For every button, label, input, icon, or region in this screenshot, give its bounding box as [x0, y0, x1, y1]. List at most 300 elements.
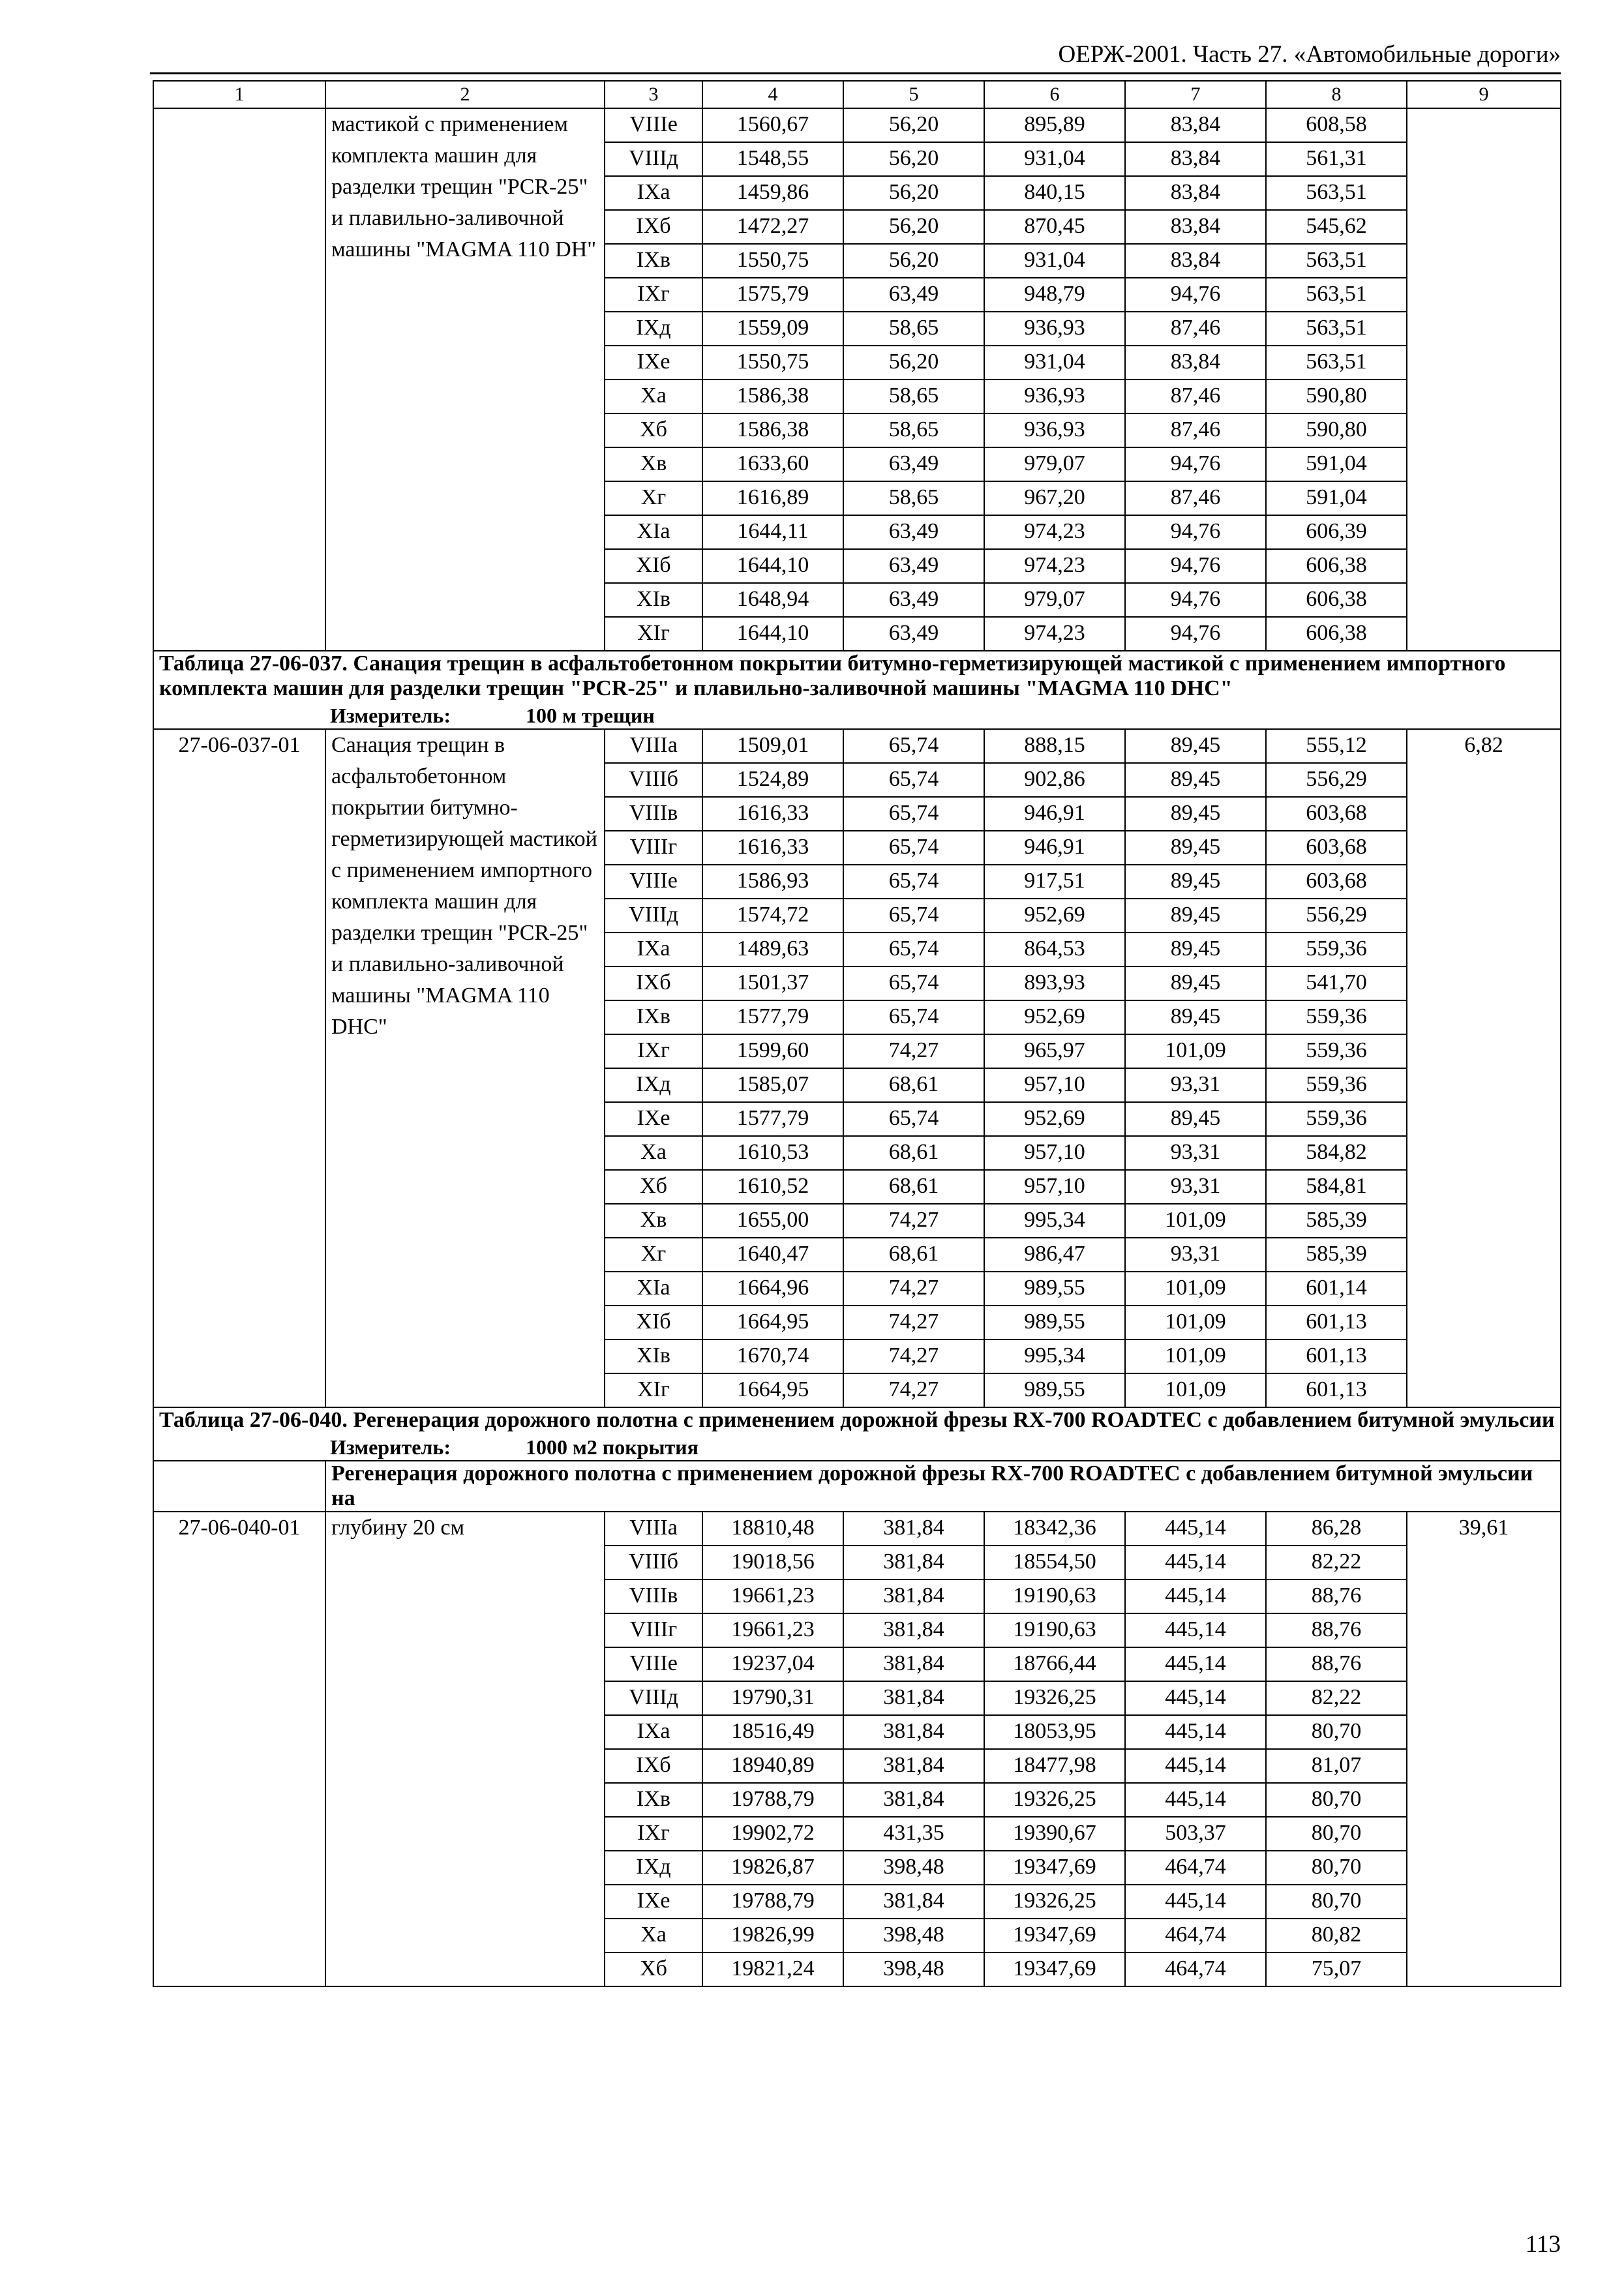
zone-cell: IXб: [605, 1749, 702, 1783]
zone-cell: XIб: [605, 1306, 702, 1339]
measure-label: Измеритель:: [330, 1435, 451, 1459]
materials-cell: 561,31: [1266, 142, 1407, 176]
rate-code-cell: 27-06-040-01: [153, 1512, 325, 1986]
total-cost-cell: 1610,53: [702, 1136, 843, 1170]
total-cost-cell: 1664,96: [702, 1272, 843, 1306]
wages-cell: 381,84: [843, 1512, 984, 1546]
measure-value: 1000 м2 покрытия: [526, 1435, 699, 1459]
machines-cell: 948,79: [984, 278, 1125, 312]
wages-cell: 63,49: [843, 549, 984, 583]
zone-cell: IXб: [605, 210, 702, 244]
materials-cell: 559,36: [1266, 1068, 1407, 1102]
machines-cell: 989,55: [984, 1373, 1125, 1407]
wages-cell: 56,20: [843, 210, 984, 244]
machinist-wages-cell: 445,14: [1125, 1783, 1266, 1817]
machinist-wages-cell: 87,46: [1125, 312, 1266, 346]
total-cost-cell: 1616,89: [702, 481, 843, 515]
wages-cell: 56,20: [843, 142, 984, 176]
measure-value: 100 м трещин: [526, 704, 655, 727]
machinist-wages-cell: 464,74: [1125, 1851, 1266, 1885]
total-cost-cell: 1524,89: [702, 763, 843, 797]
zone-cell: Xг: [605, 1238, 702, 1272]
subheading-row: [153, 1461, 1561, 1512]
wages-cell: 398,48: [843, 1851, 984, 1885]
machinist-wages-cell: 89,45: [1125, 899, 1266, 933]
wages-cell: 381,84: [843, 1613, 984, 1647]
table-title-text: Таблица 27-06-037. Санация трещин в асфальтобетонном покрытии битумно-герметизирующей мастикой с применением импортного комплекта машин для разделки трещин "PCR-25" и плавильно-заливочной машины "MAGMA 110 DHC": [159, 651, 1506, 700]
wages-cell: 65,74: [843, 1102, 984, 1136]
zone-cell: XIг: [605, 1373, 702, 1407]
machinist-wages-cell: 83,84: [1125, 176, 1266, 210]
wages-cell: 68,61: [843, 1170, 984, 1204]
machinist-wages-cell: 445,14: [1125, 1579, 1266, 1613]
machinist-wages-cell: 94,76: [1125, 583, 1266, 617]
total-cost-cell: 18940,89: [702, 1749, 843, 1783]
materials-cell: 601,13: [1266, 1339, 1407, 1373]
machines-cell: 957,10: [984, 1068, 1125, 1102]
total-cost-cell: 1577,79: [702, 1102, 843, 1136]
materials-cell: 80,70: [1266, 1783, 1407, 1817]
machines-cell: 995,34: [984, 1339, 1125, 1373]
machinist-wages-cell: 89,45: [1125, 1102, 1266, 1136]
zone-cell: VIIIг: [605, 831, 702, 865]
machinist-wages-cell: 89,45: [1125, 966, 1266, 1000]
wages-cell: 398,48: [843, 1952, 984, 1986]
total-cost-cell: 1644,10: [702, 617, 843, 651]
total-cost-cell: 19237,04: [702, 1647, 843, 1681]
table-title-row: [153, 1407, 1561, 1461]
wages-cell: 65,74: [843, 763, 984, 797]
materials-cell: 88,76: [1266, 1647, 1407, 1681]
materials-cell: 86,28: [1266, 1512, 1407, 1546]
machinist-wages-cell: 89,45: [1125, 1000, 1266, 1034]
zone-cell: VIIIа: [605, 729, 702, 763]
machines-cell: 946,91: [984, 797, 1125, 831]
total-cost-cell: 1586,38: [702, 380, 843, 413]
column-number: 8: [1266, 81, 1407, 108]
machines-cell: 917,51: [984, 865, 1125, 899]
materials-cell: 559,36: [1266, 1000, 1407, 1034]
zone-cell: Xа: [605, 380, 702, 413]
column-number: 3: [605, 81, 702, 108]
materials-cell: 601,13: [1266, 1373, 1407, 1407]
total-cost-cell: 1616,33: [702, 797, 843, 831]
total-cost-cell: 1559,09: [702, 312, 843, 346]
materials-cell: 563,51: [1266, 244, 1407, 278]
machines-cell: 952,69: [984, 1102, 1125, 1136]
total-cost-cell: 1560,67: [702, 108, 843, 142]
wages-cell: 381,84: [843, 1783, 984, 1817]
machines-cell: 888,15: [984, 729, 1125, 763]
machines-cell: 989,55: [984, 1306, 1125, 1339]
materials-cell: 563,51: [1266, 278, 1407, 312]
materials-cell: 88,76: [1266, 1613, 1407, 1647]
total-cost-cell: 19826,99: [702, 1919, 843, 1952]
measure-line: [330, 702, 1555, 728]
machinist-wages-cell: 83,84: [1125, 346, 1266, 380]
zone-cell: IXв: [605, 1783, 702, 1817]
materials-cell: 601,13: [1266, 1306, 1407, 1339]
materials-cell: 82,22: [1266, 1681, 1407, 1715]
machines-cell: 952,69: [984, 899, 1125, 933]
wages-cell: 58,65: [843, 380, 984, 413]
machines-cell: 18766,44: [984, 1647, 1125, 1681]
total-cost-cell: 1585,07: [702, 1068, 843, 1102]
total-cost-cell: 1586,93: [702, 865, 843, 899]
wages-cell: 381,84: [843, 1885, 984, 1919]
wages-cell: 58,65: [843, 413, 984, 447]
total-cost-cell: 1509,01: [702, 729, 843, 763]
wages-cell: 56,20: [843, 108, 984, 142]
column-number: 6: [984, 81, 1125, 108]
total-cost-cell: 1644,11: [702, 515, 843, 549]
wages-cell: 65,74: [843, 966, 984, 1000]
machinist-wages-cell: 445,14: [1125, 1647, 1266, 1681]
materials-cell: 88,76: [1266, 1579, 1407, 1613]
wages-cell: 74,27: [843, 1272, 984, 1306]
machines-cell: 936,93: [984, 380, 1125, 413]
machines-cell: 946,91: [984, 831, 1125, 865]
labor-cost-cell: 6,82: [1407, 729, 1561, 1407]
machinist-wages-cell: 89,45: [1125, 797, 1266, 831]
total-cost-cell: 1640,47: [702, 1238, 843, 1272]
wages-cell: 56,20: [843, 176, 984, 210]
wages-cell: 65,74: [843, 899, 984, 933]
total-cost-cell: 1459,86: [702, 176, 843, 210]
total-cost-cell: 1644,10: [702, 549, 843, 583]
zone-cell: Xв: [605, 447, 702, 481]
zone-cell: VIIIд: [605, 1681, 702, 1715]
machinist-wages-cell: 101,09: [1125, 1204, 1266, 1238]
machines-cell: 931,04: [984, 142, 1125, 176]
materials-cell: 80,70: [1266, 1817, 1407, 1851]
wages-cell: 63,49: [843, 617, 984, 651]
machinist-wages-cell: 445,14: [1125, 1749, 1266, 1783]
total-cost-cell: 1599,60: [702, 1034, 843, 1068]
work-description: Санация трещин в асфальтобетонном покрытии битумно-герметизирующей мастикой с применением импортного комплекта машин для разделки трещин "PCR-25" и плавильно-заливочной машины "MAGMA 110 DHC": [325, 729, 605, 1407]
machinist-wages-cell: 87,46: [1125, 413, 1266, 447]
zone-cell: XIг: [605, 617, 702, 651]
total-cost-cell: 1670,74: [702, 1339, 843, 1373]
zone-cell: IXа: [605, 176, 702, 210]
materials-cell: 80,70: [1266, 1715, 1407, 1749]
total-cost-cell: 1616,33: [702, 831, 843, 865]
column-number: 7: [1125, 81, 1266, 108]
subheading-spacer: [153, 1461, 325, 1512]
machines-cell: 974,23: [984, 515, 1125, 549]
machines-cell: 957,10: [984, 1170, 1125, 1204]
wages-cell: 68,61: [843, 1068, 984, 1102]
machines-cell: 989,55: [984, 1272, 1125, 1306]
total-cost-cell: 19790,31: [702, 1681, 843, 1715]
wages-cell: 381,84: [843, 1749, 984, 1783]
subheading: Регенерация дорожного полотна с применением дорожной фрезы RX-700 ROADTEC с добавлением битумной эмульсии на: [325, 1461, 1561, 1512]
machinist-wages-cell: 445,14: [1125, 1715, 1266, 1749]
wages-cell: 58,65: [843, 481, 984, 515]
total-cost-cell: 18810,48: [702, 1512, 843, 1546]
total-cost-cell: 19788,79: [702, 1885, 843, 1919]
zone-cell: IXе: [605, 1885, 702, 1919]
machinist-wages-cell: 101,09: [1125, 1272, 1266, 1306]
machinist-wages-cell: 464,74: [1125, 1952, 1266, 1986]
machines-cell: 931,04: [984, 244, 1125, 278]
materials-cell: 559,36: [1266, 933, 1407, 966]
column-number: 1: [153, 81, 325, 108]
zone-cell: IXе: [605, 346, 702, 380]
zone-cell: Xв: [605, 1204, 702, 1238]
materials-cell: 80,70: [1266, 1851, 1407, 1885]
zone-cell: VIIIд: [605, 142, 702, 176]
wages-cell: 68,61: [843, 1136, 984, 1170]
zone-cell: VIIIв: [605, 1579, 702, 1613]
machines-cell: 895,89: [984, 108, 1125, 142]
measure-label: Измеритель:: [330, 704, 451, 727]
zone-cell: XIб: [605, 549, 702, 583]
wages-cell: 74,27: [843, 1034, 984, 1068]
total-cost-cell: 18516,49: [702, 1715, 843, 1749]
zone-cell: IXб: [605, 966, 702, 1000]
total-cost-cell: 1489,63: [702, 933, 843, 966]
wages-cell: 381,84: [843, 1715, 984, 1749]
wages-cell: 381,84: [843, 1681, 984, 1715]
machines-cell: 902,86: [984, 763, 1125, 797]
machines-cell: 965,97: [984, 1034, 1125, 1068]
machinist-wages-cell: 101,09: [1125, 1373, 1266, 1407]
machines-cell: 952,69: [984, 1000, 1125, 1034]
zone-cell: IXг: [605, 278, 702, 312]
machinist-wages-cell: 83,84: [1125, 142, 1266, 176]
machinist-wages-cell: 93,31: [1125, 1238, 1266, 1272]
materials-cell: 590,80: [1266, 413, 1407, 447]
machinist-wages-cell: 83,84: [1125, 210, 1266, 244]
total-cost-cell: 1550,75: [702, 244, 843, 278]
machines-cell: 19347,69: [984, 1919, 1125, 1952]
total-cost-cell: 1501,37: [702, 966, 843, 1000]
materials-cell: 590,80: [1266, 380, 1407, 413]
materials-cell: 82,22: [1266, 1546, 1407, 1579]
machines-cell: 893,93: [984, 966, 1125, 1000]
zone-cell: IXд: [605, 1068, 702, 1102]
zone-cell: VIIIа: [605, 1512, 702, 1546]
materials-cell: 75,07: [1266, 1952, 1407, 1986]
zone-cell: IXа: [605, 1715, 702, 1749]
total-cost-cell: 1586,38: [702, 413, 843, 447]
materials-cell: 606,39: [1266, 515, 1407, 549]
table-title: [153, 1407, 1561, 1461]
machines-cell: 19326,25: [984, 1681, 1125, 1715]
total-cost-cell: 19902,72: [702, 1817, 843, 1851]
labor-cost-cell: 39,61: [1407, 1512, 1561, 1986]
materials-cell: 555,12: [1266, 729, 1407, 763]
zone-cell: IXв: [605, 244, 702, 278]
machines-cell: 864,53: [984, 933, 1125, 966]
machinist-wages-cell: 94,76: [1125, 447, 1266, 481]
total-cost-cell: 1575,79: [702, 278, 843, 312]
wages-cell: 381,84: [843, 1546, 984, 1579]
machinist-wages-cell: 94,76: [1125, 549, 1266, 583]
materials-cell: 603,68: [1266, 797, 1407, 831]
machinist-wages-cell: 93,31: [1125, 1170, 1266, 1204]
machines-cell: 840,15: [984, 176, 1125, 210]
materials-cell: 556,29: [1266, 899, 1407, 933]
page-number: 113: [1525, 2231, 1561, 2258]
machinist-wages-cell: 87,46: [1125, 481, 1266, 515]
total-cost-cell: 1610,52: [702, 1170, 843, 1204]
zone-cell: XIв: [605, 1339, 702, 1373]
machines-cell: 979,07: [984, 447, 1125, 481]
materials-cell: 80,82: [1266, 1919, 1407, 1952]
wages-cell: 74,27: [843, 1306, 984, 1339]
machinist-wages-cell: 445,14: [1125, 1613, 1266, 1647]
total-cost-cell: 1655,00: [702, 1204, 843, 1238]
materials-cell: 603,68: [1266, 865, 1407, 899]
wages-cell: 63,49: [843, 278, 984, 312]
total-cost-cell: 19018,56: [702, 1546, 843, 1579]
wages-cell: 65,74: [843, 865, 984, 899]
machines-cell: 995,34: [984, 1204, 1125, 1238]
machines-cell: 967,20: [984, 481, 1125, 515]
total-cost-cell: 1633,60: [702, 447, 843, 481]
machinist-wages-cell: 101,09: [1125, 1339, 1266, 1373]
materials-cell: 601,14: [1266, 1272, 1407, 1306]
table-row: [153, 1512, 1561, 1546]
materials-cell: 608,58: [1266, 108, 1407, 142]
zone-cell: IXв: [605, 1000, 702, 1034]
materials-cell: 556,29: [1266, 763, 1407, 797]
machines-cell: 19347,69: [984, 1851, 1125, 1885]
machinist-wages-cell: 83,84: [1125, 108, 1266, 142]
rate-code-cell: [153, 108, 325, 651]
machinist-wages-cell: 93,31: [1125, 1068, 1266, 1102]
machines-cell: 19347,69: [984, 1952, 1125, 1986]
work-description: глубину 20 см: [325, 1512, 605, 1986]
total-cost-cell: 1664,95: [702, 1306, 843, 1339]
zone-cell: XIа: [605, 1272, 702, 1306]
table-title-row: [153, 651, 1561, 729]
machinist-wages-cell: 94,76: [1125, 617, 1266, 651]
total-cost-cell: 1574,72: [702, 899, 843, 933]
zone-cell: Xб: [605, 1170, 702, 1204]
machinist-wages-cell: 94,76: [1125, 515, 1266, 549]
machinist-wages-cell: 445,14: [1125, 1512, 1266, 1546]
machines-cell: 18477,98: [984, 1749, 1125, 1783]
materials-cell: 80,70: [1266, 1885, 1407, 1919]
machines-cell: 979,07: [984, 583, 1125, 617]
wages-cell: 74,27: [843, 1204, 984, 1238]
wages-cell: 63,49: [843, 583, 984, 617]
machines-cell: 974,23: [984, 617, 1125, 651]
machines-cell: 974,23: [984, 549, 1125, 583]
total-cost-cell: 1648,94: [702, 583, 843, 617]
total-cost-cell: 1550,75: [702, 346, 843, 380]
materials-cell: 591,04: [1266, 447, 1407, 481]
wages-cell: 58,65: [843, 312, 984, 346]
machines-cell: 936,93: [984, 312, 1125, 346]
machines-cell: 936,93: [984, 413, 1125, 447]
materials-cell: 591,04: [1266, 481, 1407, 515]
column-number: 5: [843, 81, 984, 108]
column-number: 4: [702, 81, 843, 108]
total-cost-cell: 1472,27: [702, 210, 843, 244]
materials-cell: 563,51: [1266, 312, 1407, 346]
total-cost-cell: 1664,95: [702, 1373, 843, 1407]
materials-cell: 606,38: [1266, 549, 1407, 583]
table-title-text: Таблица 27-06-040. Регенерация дорожного полотна с применением дорожной фрезы RX-700 ROADTEC с добавлением битумной эмульсии: [159, 1408, 1555, 1432]
wages-cell: 381,84: [843, 1579, 984, 1613]
machinist-wages-cell: 87,46: [1125, 380, 1266, 413]
wages-cell: 65,74: [843, 831, 984, 865]
wages-cell: 74,27: [843, 1339, 984, 1373]
materials-cell: 585,39: [1266, 1204, 1407, 1238]
labor-cost-cell: [1407, 108, 1561, 651]
machinist-wages-cell: 503,37: [1125, 1817, 1266, 1851]
wages-cell: 65,74: [843, 729, 984, 763]
machines-cell: 986,47: [984, 1238, 1125, 1272]
machinist-wages-cell: 464,74: [1125, 1919, 1266, 1952]
total-cost-cell: 1548,55: [702, 142, 843, 176]
zone-cell: VIIIе: [605, 865, 702, 899]
column-number: 2: [325, 81, 605, 108]
zone-cell: Xб: [605, 413, 702, 447]
materials-cell: 563,51: [1266, 176, 1407, 210]
total-cost-cell: 1577,79: [702, 1000, 843, 1034]
page-header: ОЕРЖ-2001. Часть 27. «Автомобильные дороги»: [1058, 41, 1561, 68]
machines-cell: 931,04: [984, 346, 1125, 380]
rates-table: [153, 80, 1561, 1987]
rate-code-cell: 27-06-037-01: [153, 729, 325, 1407]
zone-cell: IXд: [605, 1851, 702, 1885]
zone-cell: Xб: [605, 1952, 702, 1986]
total-cost-cell: 19661,23: [702, 1613, 843, 1647]
machinist-wages-cell: 94,76: [1125, 278, 1266, 312]
wages-cell: 431,35: [843, 1817, 984, 1851]
materials-cell: 606,38: [1266, 583, 1407, 617]
machines-cell: 19390,67: [984, 1817, 1125, 1851]
machines-cell: 18554,50: [984, 1546, 1125, 1579]
measure-line: [330, 1434, 1555, 1460]
machinist-wages-cell: 445,14: [1125, 1885, 1266, 1919]
zone-cell: IXе: [605, 1102, 702, 1136]
zone-cell: VIIIв: [605, 797, 702, 831]
zone-cell: Xг: [605, 481, 702, 515]
wages-cell: 68,61: [843, 1238, 984, 1272]
zone-cell: IXд: [605, 312, 702, 346]
machinist-wages-cell: 89,45: [1125, 933, 1266, 966]
wages-cell: 63,49: [843, 515, 984, 549]
machinist-wages-cell: 93,31: [1125, 1136, 1266, 1170]
machinist-wages-cell: 89,45: [1125, 763, 1266, 797]
zone-cell: XIа: [605, 515, 702, 549]
wages-cell: 56,20: [843, 346, 984, 380]
total-cost-cell: 19788,79: [702, 1783, 843, 1817]
wages-cell: 63,49: [843, 447, 984, 481]
total-cost-cell: 19821,24: [702, 1952, 843, 1986]
zone-cell: IXг: [605, 1034, 702, 1068]
machines-cell: 18053,95: [984, 1715, 1125, 1749]
column-number-row: [153, 81, 1561, 108]
machines-cell: 957,10: [984, 1136, 1125, 1170]
wages-cell: 65,74: [843, 797, 984, 831]
total-cost-cell: 19826,87: [702, 1851, 843, 1885]
materials-cell: 559,36: [1266, 1102, 1407, 1136]
zone-cell: Xа: [605, 1919, 702, 1952]
wages-cell: 74,27: [843, 1373, 984, 1407]
wages-cell: 398,48: [843, 1919, 984, 1952]
machines-cell: 19326,25: [984, 1885, 1125, 1919]
zone-cell: VIIIб: [605, 763, 702, 797]
machinist-wages-cell: 89,45: [1125, 729, 1266, 763]
zone-cell: XIв: [605, 583, 702, 617]
